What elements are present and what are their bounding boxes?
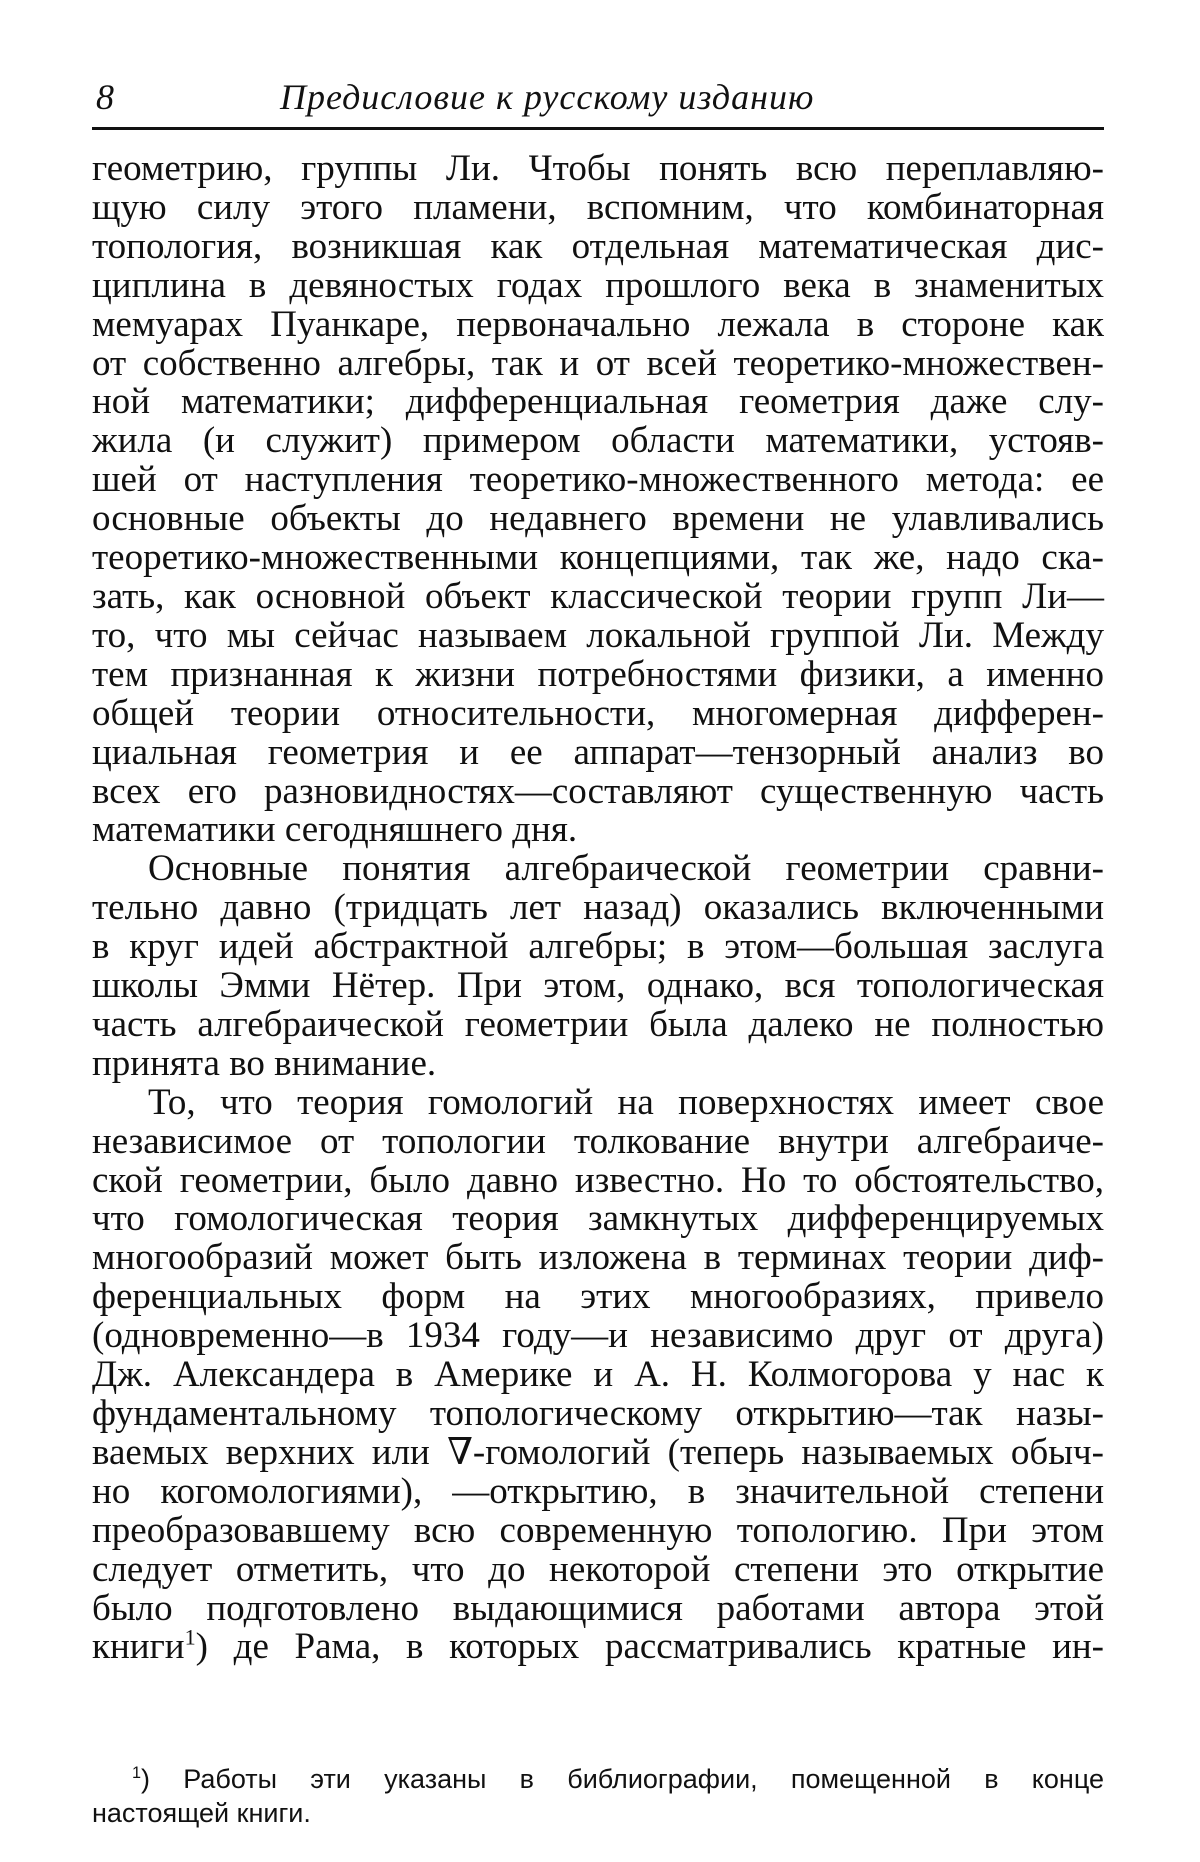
header-rule: [92, 127, 1104, 130]
text-line: было подготовлено выдающимися работами автора этой: [92, 1587, 1104, 1629]
text-line: школы Эмми Нётер. При этом, однако, вся топологическая: [92, 965, 1104, 1007]
text-line: циальная геометрия и ее аппарат—тензорный анализ во: [92, 731, 1104, 773]
text-line: ной математики; дифференциальная геометрия даже слу-: [92, 381, 1104, 423]
text-line: Дж. Александера в Америке и А. Н. Колмогорова у нас к: [92, 1354, 1104, 1396]
text-line: фундаментальному топологическому открытию—так назы-: [92, 1393, 1104, 1434]
footnote-line: настоящей книги.: [92, 1798, 311, 1828]
page-number: 8: [96, 77, 114, 117]
text-line: следует отметить, что до некоторой степени это открытие: [92, 1548, 1104, 1590]
text-line: многообразий может быть изложена в терминах теории диф-: [92, 1237, 1104, 1279]
text-line: основные объекты до недавнего времени не улавливались: [92, 498, 1104, 540]
footnote: [92, 1762, 1104, 1830]
text-line: теоретико-множественными концепциями, так же, надо ска-: [92, 537, 1104, 579]
footnote-ref: 1: [184, 1625, 196, 1651]
text-line: тельно давно (тридцать лет назад) оказались включенными: [92, 887, 1104, 929]
text-line: циплина в девяностых годах прошлого века в знаменитых: [92, 264, 1104, 306]
text-line: что гомологическая теория замкнутых дифференцируемых: [92, 1198, 1104, 1240]
text-line: [92, 1625, 1104, 1668]
text-line: математики сегодняшнего дня.: [92, 809, 578, 851]
footnote-line: [92, 1762, 1104, 1796]
text-line: в круг идей абстрактной алгебры; в этом—большая заслуга: [92, 926, 1104, 968]
text-line: шей от наступления теоретико-множественного метода: ее: [92, 459, 1104, 501]
text-line: То, что теория гомологий на поверхностях имеет свое: [148, 1081, 1104, 1123]
text-line: Основные понятия алгебраической геометрии сравни-: [148, 848, 1104, 890]
running-header-title: Предисловие к русскому изданию: [280, 77, 815, 117]
text-line: общей теории относительности, многомерная дифферен-: [92, 692, 1104, 734]
text-line: независимое от топологии толкование внутри алгебраиче-: [92, 1120, 1104, 1162]
text-line: ской геометрии, было давно известно. Но то обстоятельство,: [92, 1159, 1104, 1201]
text-line: щую силу этого пламени, вспомним, что комбинаторная: [92, 186, 1104, 228]
text-line: принята во внимание.: [92, 1042, 437, 1084]
body-text: [92, 150, 1104, 1667]
text-line: но когомологиями), —открытию, в значительной степени: [92, 1470, 1104, 1512]
text-line: от собственно алгебры, так и от всей теоретико-множествен-: [92, 342, 1104, 384]
text-fragment: книги: [92, 1626, 185, 1668]
text-line: то, что мы сейчас называем локальной группой Ли. Между: [92, 614, 1104, 656]
text-line: (одновременно—в 1934 году—и независимо друг от друга): [92, 1315, 1104, 1357]
text-line: ваемых верхних или ∇-гомологий (теперь называемых обыч-: [92, 1431, 1104, 1473]
text-line: часть алгебраической геометрии была далеко не полностью: [92, 1003, 1104, 1045]
text-fragment: ) де Рама, в которых рассматривались кратные ин-: [195, 1626, 1104, 1668]
text-line: зать, как основной объект классической теории групп Ли—: [92, 575, 1104, 617]
text-line: всех его разновидностях—составляют существенную часть: [92, 770, 1104, 812]
footnote-marker: 1: [132, 1764, 142, 1782]
text-line: тем признанная к жизни потребностями физики, а именно: [92, 653, 1104, 695]
text-line: ференциальных форм на этих многообразиях, привело: [92, 1276, 1104, 1318]
text-line: преобразовавшему всю современную топологию. При этом: [92, 1509, 1104, 1551]
text-line: геометрию, группы Ли. Чтобы понять всю переплавляю-: [92, 148, 1104, 189]
text-line: мемуарах Пуанкаре, первоначально лежала в стороне как: [92, 303, 1104, 345]
footnote-text: ) Работы эти указаны в библиографии, помещенной в конце: [141, 1764, 1104, 1794]
text-line: жила (и служит) примером области математики, устояв-: [92, 420, 1104, 462]
text-line: топология, возникшая как отдельная математическая дис-: [92, 225, 1104, 267]
